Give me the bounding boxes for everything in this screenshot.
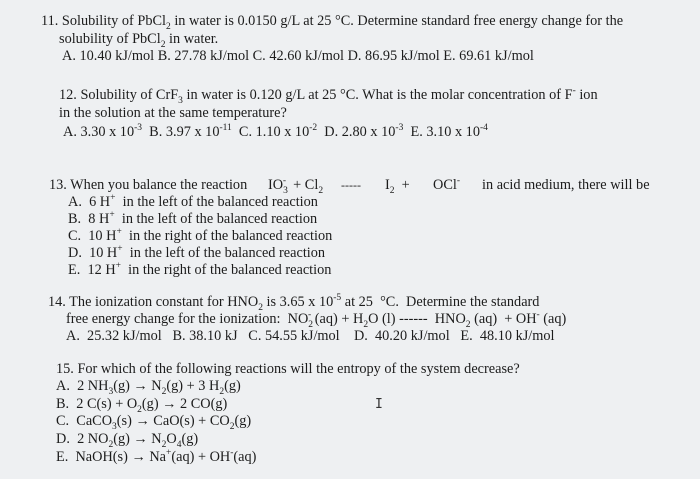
q13-option-d: D. 10 H+ in the left of the balanced reaction — [68, 244, 326, 261]
q13-tail: in acid medium, there will be — [482, 177, 650, 193]
q15-option-b: B. 2 $C(s) + O_2(g) \to 2$ CO(g) — [56, 396, 228, 415]
q13-option-a: A. 6 H+ in the left of the balanced reaction — [68, 193, 318, 210]
q11-choices: A. 10.40 kJ/mol B. 27.78 kJ/mol C. 42.60 kJ/mol D. 86.95 kJ/mol E. 69.61 kJ/mol — [62, 48, 534, 64]
q14-choices: A. 25.32 kJ/mol B. 38.10 kJ C. 54.55 kJ/mol D. 40.20 kJ/mol E. 48.10 kJ/mol — [66, 328, 555, 344]
text-cursor-icon: I — [375, 397, 383, 412]
q15-stem: 15. For which of the following reactions will the entropy of the system decrease? — [56, 361, 520, 377]
q12-line-1: 12. Solubility of CrF$_3$ in water is 0.120 g/L at 25 °C. What is the molar concentration of F- ion — [59, 86, 598, 106]
q15-option-c: C. CaCO$_3$(s) → $CaO(s) + CO_2(g)$ — [56, 413, 252, 432]
q15-option-d: D. 2 $NO_2(g) \to N_2O_4(g)$ — [56, 431, 199, 450]
q15-option-a: A. 2 $NH_3(g) \to N_2(g) + 3$ $H_2(g)$ — [56, 378, 241, 397]
q13-product-ocl: OCl- — [433, 176, 461, 193]
q13-option-c: C. 10 H+ in the right of the balanced reaction — [68, 227, 333, 244]
q13-stem: 13. When you balance the reaction — [49, 177, 248, 193]
q14-line-1: 14. The ionization constant for $HNO_2$ is 3.65 x $10^{-5}$ at 25 °C. Determine the standard — [48, 293, 540, 313]
q13-option-e: E. 12 H+ in the right of the balanced reaction — [68, 261, 332, 278]
q13-arrow: ----- — [341, 178, 361, 192]
q11-line-2: solubility of PbCl$_2$ in water. — [59, 31, 219, 50]
q13-product-i2: $I_2$ + — [385, 177, 410, 196]
q15-option-e: E. NaOH(s) → Na+(aq) + OH-(aq) — [56, 448, 257, 465]
q12-choices: A. 3.30 x $10^{-3}$ B. 3.97 x $10^{-11}$ C. 1.10 x $10^{-2}$ D. 2.80 x $10^{-3}$ E. 3.10 x $10^{-4}$ — [63, 123, 488, 140]
q14-line-2: free energy change for the ionization: $NO_2^-$ $(aq) + H_2O$ (l) ------ $HNO_2$ (aq) + OH- (aq) — [66, 310, 567, 330]
q13-reaction: $IO_3^- + Cl_2$ — [268, 176, 324, 196]
q11-line-1: 11. Solubility of PbCl$_2$ in water is 0.0150 g/L at 25 °C. Determine standard free energy change for the — [41, 13, 624, 32]
q13-option-b: B. 8 H+ in the left of the balanced reaction — [68, 210, 318, 227]
q12-line-2: in the solution at the same temperature? — [59, 105, 287, 121]
